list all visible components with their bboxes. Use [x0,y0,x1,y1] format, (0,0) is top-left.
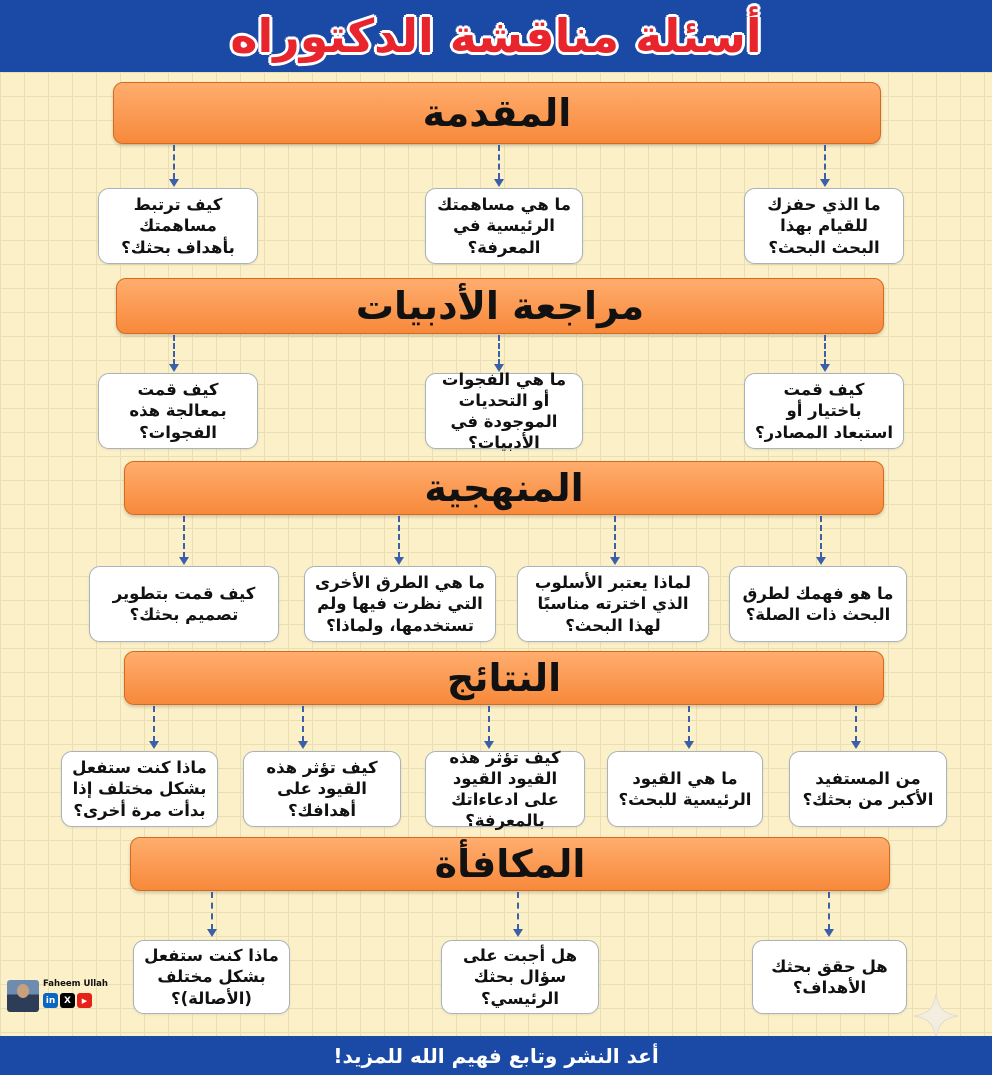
section-results [124,651,884,705]
connector [488,706,490,742]
question-box: كيف قمت بمعالجة هذه الفجوات؟ [98,373,258,449]
question-box: هل حقق بحثك الأهداف؟ [752,940,907,1014]
section-literature-review [116,278,884,334]
x-icon[interactable]: X [60,993,75,1008]
connector-arrow [169,179,179,187]
connector-arrow [207,929,217,937]
author-name: Faheem Ullah [43,979,108,989]
connector [498,335,500,365]
connector [824,145,826,179]
connector-arrow [394,557,404,565]
connector [517,892,519,930]
connector-arrow [169,364,179,372]
connector-arrow [824,929,834,937]
connector-arrow [494,179,504,187]
connector-arrow [610,557,620,565]
question-box: كيف قمت بتطوير تصميم بحثك؟ [89,566,279,642]
question-box: من المستفيد الأكبر من بحثك؟ [789,751,947,827]
question-box: ماذا كنت ستفعل بشكل مختلف (الأصالة)؟ [133,940,290,1014]
connector [855,706,857,742]
section-title: المنهجية [424,466,584,510]
avatar [7,980,39,1012]
section-bonus [130,837,890,891]
question-box: هل أجبت على سؤال بحثك الرئيسي؟ [441,940,599,1014]
footer-text: أعد النشر وتابع فهيم الله للمزيد! [333,1043,659,1068]
connector [173,145,175,179]
question-box: ما هي الفجوات أو التحديات الموجودة في الأدبيات؟ [425,373,583,449]
question-box: كيف ترتبط مساهمتك بأهداف بحثك؟ [98,188,258,264]
connector-arrow [851,741,861,749]
connector-arrow [684,741,694,749]
section-title: النتائج [446,656,562,700]
connector-arrow [513,929,523,937]
author-badge [5,977,108,1015]
question-box: ما هي الطرق الأخرى التي نظرت فيها ولم تستخدمها، ولماذا؟ [304,566,496,642]
section-title: المكافأة [434,842,586,886]
connector [302,706,304,742]
connector-arrow [298,741,308,749]
connector [820,516,822,558]
connector-arrow [820,179,830,187]
connector [173,335,175,365]
title-banner [0,0,992,72]
page-title: أسئلة مناقشة الدكتوراه [230,9,762,63]
question-box: كيف قمت باختيار أو استبعاد المصادر؟ [744,373,904,449]
section-introduction [113,82,881,144]
connector-arrow [179,557,189,565]
question-box: لماذا يعتبر الأسلوب الذي اخترته مناسبًا لهذا البحث؟ [517,566,709,642]
connector-arrow [816,557,826,565]
footer-banner [0,1036,992,1075]
connector [183,516,185,558]
connector-arrow [820,364,830,372]
question-box: كيف تؤثر هذه القيود القيود على ادعاءاتك بالمعرفة؟ [425,751,585,827]
sparkle-icon [912,992,960,1040]
section-title: المقدمة [422,91,572,135]
question-box: ما هو فهمك لطرق البحث ذات الصلة؟ [729,566,907,642]
connector [211,892,213,930]
connector [688,706,690,742]
section-methodology [124,461,884,515]
question-box: ماذا كنت ستفعل بشكل مختلف إذا بدأت مرة أخرى؟ [61,751,218,827]
connector-arrow [149,741,159,749]
connector [824,335,826,365]
youtube-icon[interactable]: ▶ [77,993,92,1008]
connector [828,892,830,930]
social-links [43,993,92,1008]
section-title: مراجعة الأدبيات [355,284,645,328]
question-box: كيف تؤثر هذه القيود على أهدافك؟ [243,751,401,827]
connector [614,516,616,558]
connector [498,145,500,179]
question-box: ما الذي حفزك للقيام بهذا البحث البحث؟ [744,188,904,264]
connector [398,516,400,558]
question-box: ما هي مساهمتك الرئيسية في المعرفة؟ [425,188,583,264]
connector [153,706,155,742]
linkedin-icon[interactable]: in [43,993,58,1008]
question-box: ما هي القيود الرئيسية للبحث؟ [607,751,763,827]
